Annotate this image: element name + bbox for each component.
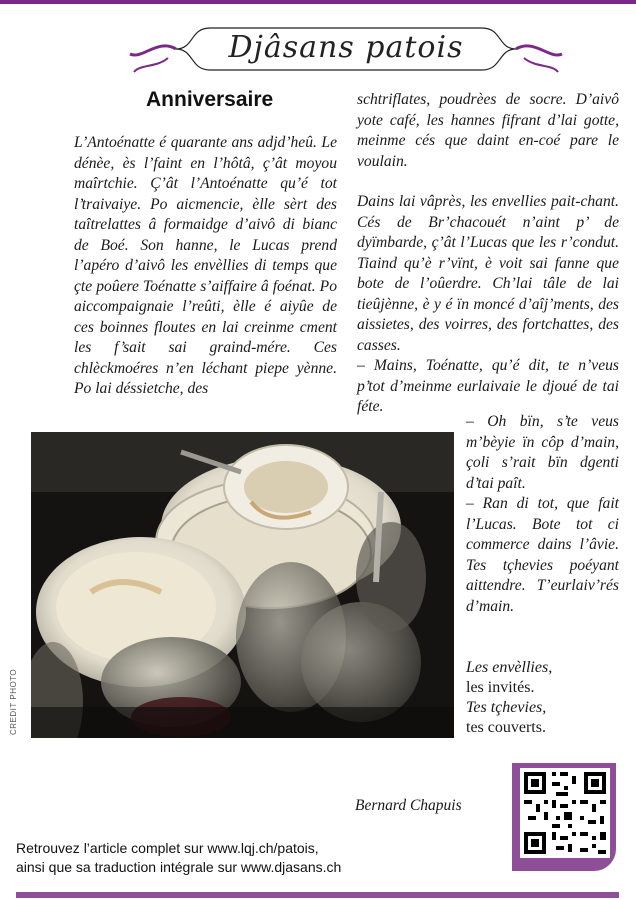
dishes-photo bbox=[31, 432, 454, 738]
article-column-1 bbox=[74, 133, 337, 400]
author-name: Bernard Chapuis bbox=[355, 797, 462, 814]
article-paragraph: schtriflates, poudrèes de socre. D’aivô yote café, les hannes fifrant d’lai gotte, meinme cés que daint en-coé pare le voulain. bbox=[357, 91, 619, 170]
article-heading: Anniversaire bbox=[146, 88, 274, 111]
article-paragraph: – Mains, Toénatte, qu’é dit, te n’veus p’tot d’meinme eurlaivaie le djoué de tai féte. bbox=[357, 357, 619, 415]
qr-code-icon[interactable] bbox=[520, 768, 610, 858]
section-banner bbox=[128, 18, 564, 80]
article-paragraph: L’Antoénatte é quarante ans adjd’heû. Le dénèe, ès l’faint en l’hôtâ, ç’ât moyou maîrtchie. Ç’ât l’Antoénatte qu’é tot l’traivaiye. Po aicmencie, èlle sèrt des taîtrelattes â formaidge d’aivô di bianc de Boé. Son hanne, le Lucas prend l’apéro d’aivô les envèllies di temps que çte poûere Toénatte s’aiffaire â foénat. Po aiccompaignaie l’reûti, èlle é aiyûe de ces boinnes floutes en lai creinme cment les f’sait sai graind-mére. Ces chlèckmoéres n’en léchant piepe yènne. Po lai déssietche, des bbox=[74, 134, 337, 397]
article-column-2 bbox=[357, 90, 619, 418]
glossary bbox=[466, 658, 616, 738]
article-column-3 bbox=[466, 412, 619, 617]
article-paragraph: Dains lai vâprès, les envellies pait-chant. Cés de Br’chacouét n’aint p’ de dyïmbarde, ç’ât l’Lucas que les r’condut. Tiaind qu’è r’vïnt, è voit sai fanne que bote de l’oûerdre. Ch’lai tâle de lai tieûjènne, è y é ïn moncé d’aîj’ments, des aissietes, des voirres, des fortchattes, des casses. bbox=[357, 193, 619, 354]
footer-line[interactable]: Retrouvez l’article complet sur www.lqj.ch/patois, bbox=[16, 840, 319, 856]
glossary-term: Tes tçhevies, bbox=[466, 699, 547, 716]
glossary-term: Les envèllies, bbox=[466, 659, 553, 676]
glossary-definition: les invités. bbox=[466, 679, 535, 696]
glossary-definition: tes couverts. bbox=[466, 719, 546, 736]
banner-title: Djâsans patois bbox=[228, 30, 464, 65]
footer-line[interactable]: ainsi que sa traduction intégrale sur www.djasans.ch bbox=[16, 859, 342, 875]
photo-credit: CREDIT PHOTO bbox=[9, 668, 18, 735]
bottom-rule bbox=[16, 892, 619, 898]
article-paragraph: – Ran di tot, que fait l’Lucas. Bote tot ci commerce dains l’âvie. Tes tçhevies poéyant aittendre. T’eurlaiv’rés d’main. bbox=[466, 495, 619, 615]
footer-note bbox=[16, 839, 341, 877]
article-paragraph: – Oh bïn, s’te veus m’bèyie ïn côp d’main, çoli s’rait bïn dgenti d’tai paît. bbox=[466, 413, 619, 492]
top-rule bbox=[0, 0, 636, 4]
